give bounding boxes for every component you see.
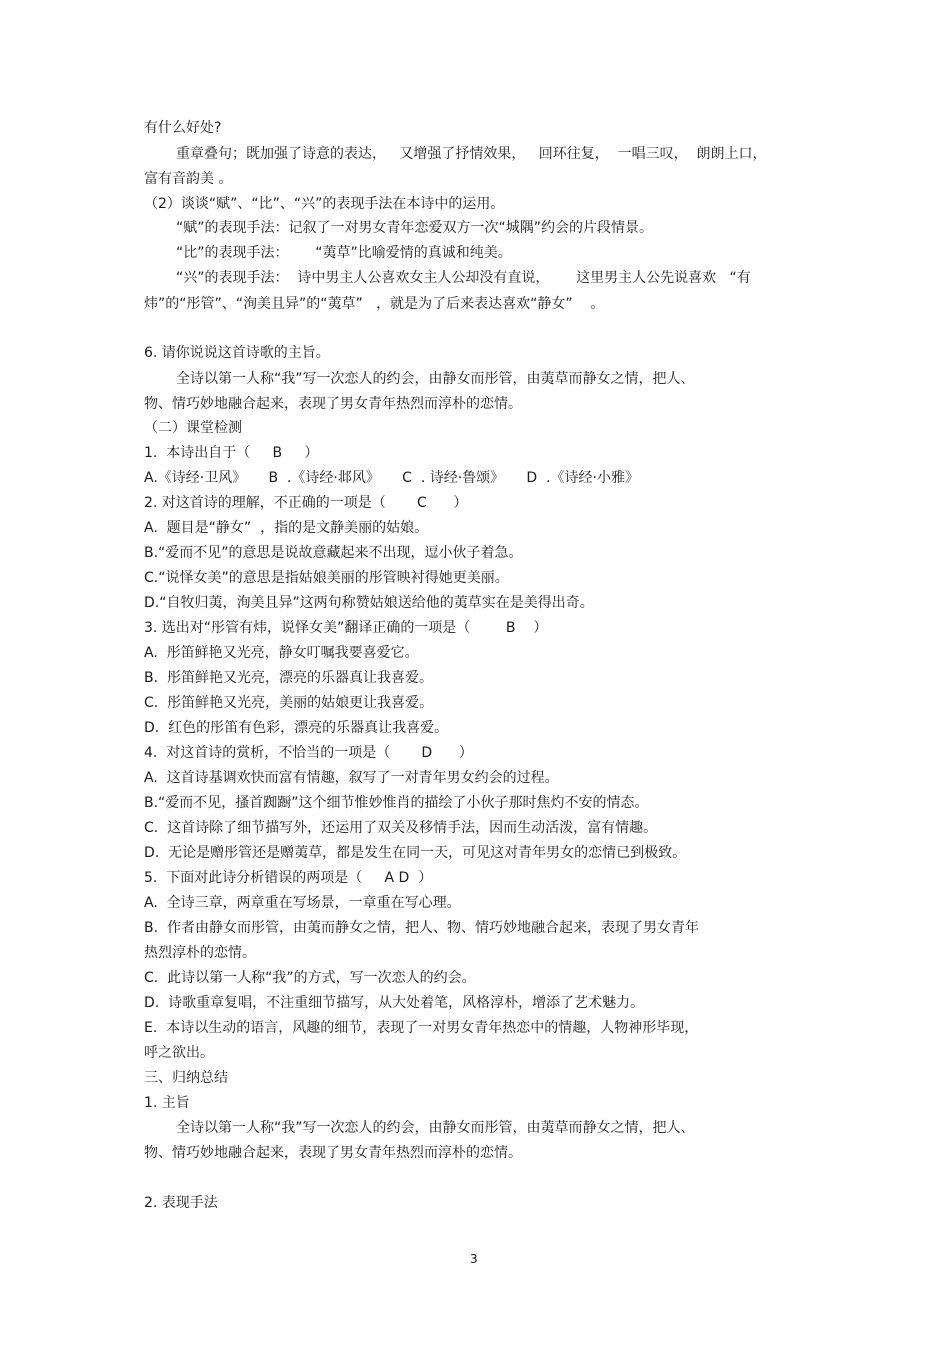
text-line: 富有音韵美 。	[144, 171, 233, 187]
option-line: A. 彤笛鲜艳又光亮，静女叮嘱我要喜爱它。	[144, 645, 419, 661]
text-line: “比”的表现手法： “荑草”比喻爱情的真诚和纯美。	[176, 245, 512, 261]
text-line: 全诗以第一人称“我”写一次恋人的约会，由静女而彤管，由荑草而静女之情，把人、	[176, 371, 695, 387]
section-heading: （二）课堂检测	[144, 420, 242, 436]
option-line: B. 作者由静女而彤管，由荑而静女之情，把人、物、情巧妙地融合起来，表现了男女青年	[144, 920, 699, 936]
option-line: A. 这首诗基调欢快而富有情趣，叙写了一对青年男女约会的过程。	[144, 770, 559, 786]
option-line: B.“爱而不见”的意思是说故意藏起来不出现，逗小伙子着急。	[144, 545, 523, 561]
option-line: C. 这首诗除了细节描写外，还运用了双关及移情手法，因而生动活泼，富有情趣。	[144, 820, 658, 836]
text-line: 有什么好处?	[144, 120, 222, 136]
question-line: 3. 选出对“彤管有炜，说怿女美”翻译正确的一项是（ B ）	[144, 620, 548, 636]
question-line: 1. 本诗出自于（ B ）	[144, 445, 319, 461]
subsection-heading: 2. 表现手法	[144, 1195, 218, 1211]
option-line: A.《诗经·卫风》 B .《诗经·邶风》 C . 诗经·鲁颂》 D .《诗经·小雅》	[144, 470, 639, 486]
option-line: C. 此诗以第一人称“我”的方式，写一次恋人的约会。	[144, 970, 476, 986]
option-line: 热烈淳朴的恋情。	[144, 945, 256, 961]
text-line: 全诗以第一人称“我”写一次恋人的约会，由静女而彤管，由荑草而静女之情，把人、	[176, 1120, 695, 1136]
option-line: D.“自牧归荑，洵美且异”这两句称赞姑娘送给他的荑草实在是美得出奇。	[144, 595, 594, 611]
question-line: 4. 对这首诗的赏析，不恰当的一项是（ D ）	[144, 745, 473, 761]
page-number: 3	[470, 1252, 478, 1266]
option-line: 呼之欲出。	[144, 1045, 214, 1061]
option-line: D. 诗歌重章复唱，不注重细节描写，从大处着笔，风格淳朴，增添了艺术魅力。	[144, 995, 645, 1011]
section-heading: 三、归纳总结	[144, 1070, 228, 1086]
text-line: 重章叠句；既加强了诗意的表达， 又增强了抒情效果， 回环往复， 一唱三叹， 朗朗上口，	[176, 146, 767, 162]
option-line: B.“爱而不见，搔首踟蹰”这个细节惟妙惟肖的描绘了小伙子那时焦灼不安的情态。	[144, 795, 649, 811]
option-line: A. 题目是“静女” ，指的是文静美丽的姑娘。	[144, 520, 429, 536]
text-line: （2）谈谈“赋”、“比”、“兴”的表现手法在本诗中的运用。	[144, 196, 505, 212]
option-line: A. 全诗三章，两章重在写场景，一章重在写心理。	[144, 895, 461, 911]
option-line: E. 本诗以生动的语言，风趣的细节，表现了一对男女青年热恋中的情趣，人物神形毕现，	[144, 1020, 699, 1036]
text-line: “赋”的表现手法：记叙了一对男女青年恋爱双方一次“城隅”约会的片段情景。	[176, 220, 654, 236]
option-line: D. 红色的彤笛有色彩，漂亮的乐器真让我喜爱。	[144, 720, 449, 736]
text-line: 炜”的“彤管”、“洵美且异”的“荑草” ，就是为了后来表达喜欢“静女” 。	[144, 296, 605, 312]
text-line: “兴”的表现手法： 诗中男主人公喜欢女主人公却没有直说， 这里男主人公先说喜欢 “有	[176, 270, 751, 286]
option-line: C. 彤笛鲜艳又光亮，美丽的姑娘更让我喜爱。	[144, 695, 434, 711]
subsection-heading: 1. 主旨	[144, 1095, 190, 1111]
question-line: 5. 下面对此诗分析错误的两项是（ A D ）	[144, 870, 433, 886]
option-line: D. 无论是赠彤管还是赠荑草，都是发生在同一天，可见这对青年男女的恋情已到极致。	[144, 845, 687, 861]
question-line: 2. 对这首诗的理解，不正确的一项是（ C ）	[144, 495, 468, 511]
text-line: 物、情巧妙地融合起来，表现了男女青年热烈而淳朴的恋情。	[144, 396, 522, 412]
text-line: 物、情巧妙地融合起来，表现了男女青年热烈而淳朴的恋情。	[144, 1145, 522, 1161]
option-line: B. 彤笛鲜艳又光亮，漂亮的乐器真让我喜爱。	[144, 670, 433, 686]
question-heading: 6. 请你说说这首诗歌的主旨。	[144, 345, 330, 361]
option-line: C.“说怿女美”的意思是指姑娘美丽的彤管映衬得她更美丽。	[144, 570, 509, 586]
